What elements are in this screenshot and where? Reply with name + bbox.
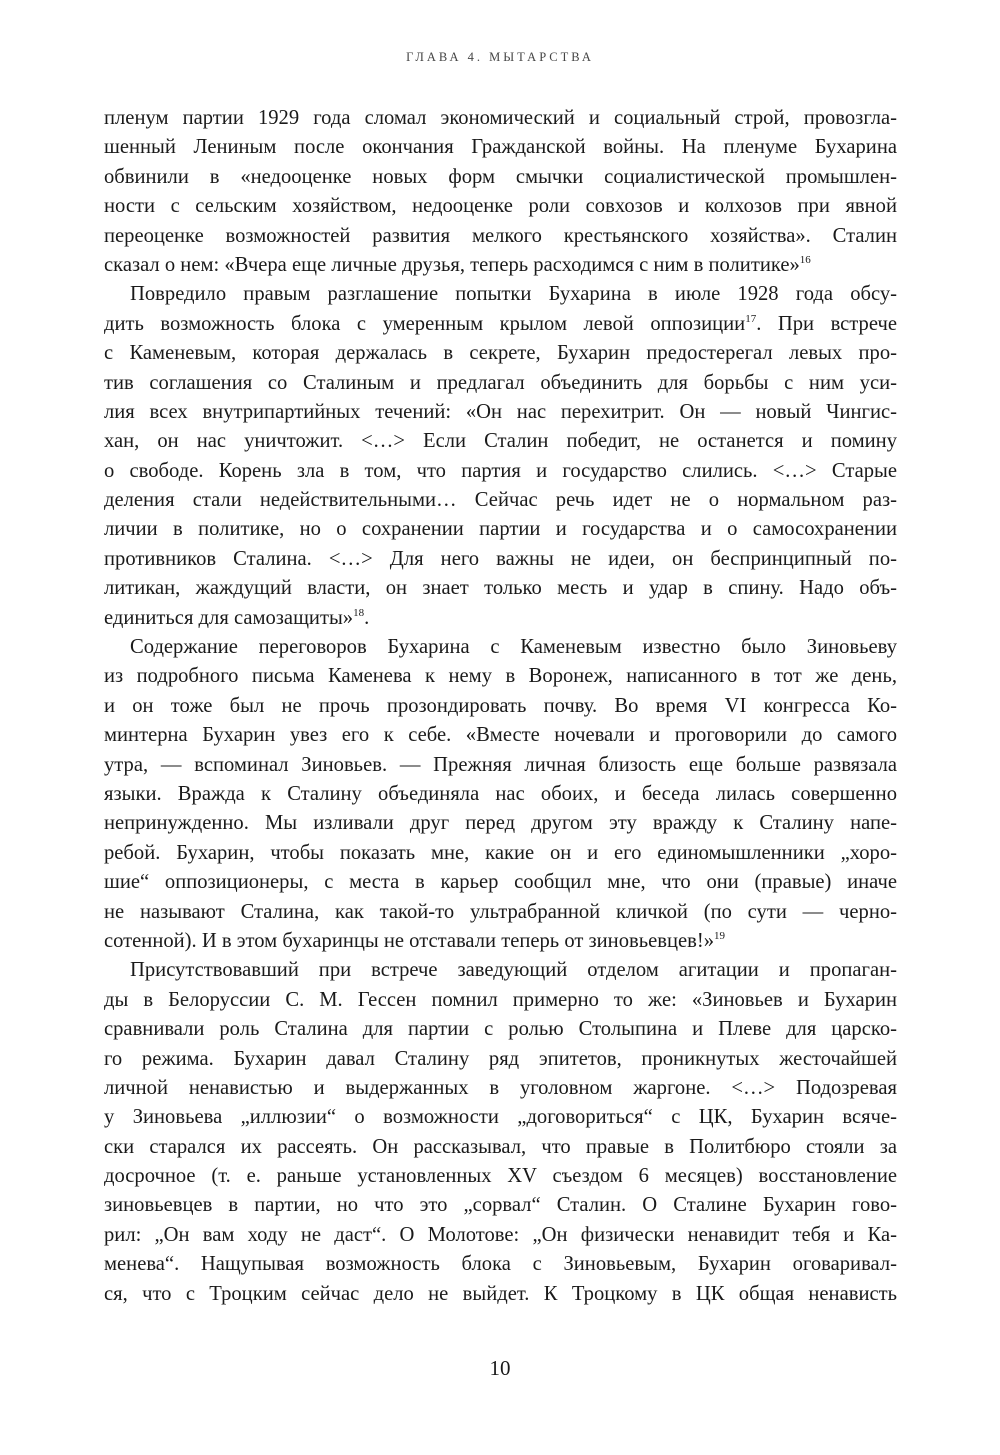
text-line [104, 222, 897, 251]
line-text: Содержание переговоров Бухарина с Каменевым известно было Зиновьеву [130, 636, 897, 659]
line-text: досрочное (т. е. раньше установленных XV съездом 6 месяцев) восстановление [104, 1165, 897, 1188]
text-line [104, 1103, 897, 1132]
line-text: личии в политике, но о сохранении партии и государства и о самосохранении [104, 518, 897, 541]
line-text: хан, он нас уничтожит. <…> Если Сталин победит, не останется и помину [104, 430, 897, 453]
line-text: литикан, жаждущий власти, он знает только месть и удар в спину. Надо объ- [104, 577, 897, 600]
text-line [104, 868, 897, 897]
text-line [104, 1133, 897, 1162]
text-line [104, 956, 897, 985]
text-line [104, 986, 897, 1015]
text-line [104, 604, 897, 633]
line-text: из подробного письма Каменева к нему в Воронеж, написанного в тот же день, [104, 665, 897, 688]
line-text: дить возможность блока с умеренным крылом левой оппозиции [104, 312, 746, 335]
line-text: Присутствовавший при встрече заведующий отделом агитации и пропаган- [130, 959, 897, 982]
text-line [104, 163, 897, 192]
line-text: противников Сталина. <…> Для него важны не идеи, он беспринципный по- [104, 547, 897, 570]
text-line [104, 486, 897, 515]
line-text: пленум партии 1929 года сломал экономический и социальный строй, провозгла- [104, 107, 897, 129]
text-line [104, 1015, 897, 1044]
line-text: утра, — вспоминал Зиновьев. — Прежняя личная близость еще больше развязала [104, 753, 897, 776]
running-head: ГЛАВА 4. МЫТАРСТВА [406, 50, 594, 64]
text-line [104, 898, 897, 927]
line-text: го режима. Бухарин давал Сталину ряд эпитетов, проникнутых жесточайшей [104, 1047, 897, 1070]
line-text-continuation: . При встрече [756, 312, 897, 335]
text-line [104, 251, 897, 280]
text-line [104, 545, 897, 574]
text-line [104, 339, 897, 368]
line-text: о свободе. Корень зла в том, что партия и государство слились. <…> Старые [104, 459, 897, 482]
text-line [104, 1280, 897, 1309]
text-line [104, 839, 897, 868]
text-line [104, 398, 897, 427]
line-text: минтерна Бухарин увез его к себе. «Вместе ночевали и проговорили до самого [104, 724, 897, 747]
line-text: тив соглашения со Сталиным и предлагал объединить для борьбы с ним уси- [104, 371, 897, 394]
line-text: рил: „Он вам ходу не даст“. О Молотове: „Он физически ненавидит тебя и Ка- [104, 1223, 897, 1246]
line-text: языки. Вражда к Сталину объединяла нас обоих, и беседа лилась совершенно [104, 782, 897, 805]
text-line [104, 927, 897, 956]
line-text: переоценке возможностей развития мелкого крестьянского хозяйства». Сталин [104, 224, 897, 247]
line-text: единиться для самозащиты» [104, 606, 354, 629]
line-text: ды в Белоруссии С. М. Гессен помнил примерно то же: «Зиновьев и Бухарин [104, 988, 897, 1011]
line-text: у Зиновьева „иллюзии“ о возможности „договориться“ с ЦК, Бухарин всяче- [104, 1106, 897, 1129]
line-text: личной ненавистью и выдержанных в уголовном жаргоне. <…> Подозревая [104, 1076, 897, 1099]
page-number: 10 [489, 1356, 511, 1380]
line-text: ски старался их рассеять. Он рассказывал, что правые в Политбюро стояли за [104, 1135, 897, 1158]
text-line [104, 192, 897, 221]
line-text: и он тоже был не прочь прозондировать почву. Во время VI конгресса Ко- [104, 694, 897, 717]
text-line [104, 133, 897, 162]
text-line [104, 809, 897, 838]
text-line [104, 1191, 897, 1220]
footnote-ref[interactable]: 19 [714, 929, 726, 942]
text-line [104, 310, 897, 339]
text-line [104, 574, 897, 603]
line-text: Повредило правым разглашение попытки Бухарина в июле 1928 года обсу- [130, 283, 897, 306]
footnote-ref[interactable]: 18 [353, 606, 365, 619]
line-text: ся, что с Троцким сейчас дело не выйдет. К Троцкому в ЦК общая ненависть [104, 1282, 897, 1305]
text-line [104, 1221, 897, 1250]
text-line [104, 692, 897, 721]
line-text: обвинили в «недооценке новых форм смычки социалистической промышлен- [104, 165, 897, 188]
text-line [104, 515, 897, 544]
text-line [104, 1074, 897, 1103]
text-line [104, 457, 897, 486]
text-line [104, 751, 897, 780]
text-line [104, 1250, 897, 1279]
text-line [104, 369, 897, 398]
line-text: ребой. Бухарин, чтобы показать мне, какие он и его единомышленники „хоро- [104, 841, 897, 864]
line-text: деления стали недействительными… Сейчас речь идет не о нормальном раз- [104, 489, 897, 512]
text-line [104, 780, 897, 809]
text-line [104, 633, 897, 662]
line-text: сотенной). И в этом бухаринцы не отставали теперь от зиновьевцев!» [104, 929, 715, 952]
line-text: непринужденно. Мы изливали друг перед другом эту вражду к Сталину напе- [104, 812, 897, 835]
line-text: ности с сельским хозяйством, недооценке роли совхозов и колхозов при явной [104, 195, 897, 218]
line-text: шие“ оппозиционеры, с места в карьер сообщил мне, что они (правые) иначе [104, 871, 897, 894]
footnote-ref[interactable]: 16 [799, 253, 811, 266]
text-line [104, 721, 897, 750]
text-line [104, 1162, 897, 1191]
line-text: не называют Сталина, как такой-то ультрабранной кличкой (по сути — черно- [104, 900, 897, 923]
body-text [104, 104, 897, 1309]
line-text: шенный Лениным после окончания Гражданской войны. На пленуме Бухарина [104, 136, 897, 159]
line-text: сказал о нем: «Вчера еще личные друзья, теперь расходимся с ним в политике» [104, 253, 800, 276]
text-line [104, 104, 897, 133]
line-text: лия всех внутрипартийных течений: «Он нас перехитрит. Он — новый Чингис- [104, 400, 897, 423]
line-text-continuation: . [364, 606, 370, 629]
text-line [104, 280, 897, 309]
text-line [104, 662, 897, 691]
text-line [104, 1045, 897, 1074]
text-line [104, 427, 897, 456]
line-text: сравнивали роль Сталина для партии с ролью Столыпина и Плеве для царско- [104, 1018, 897, 1041]
footnote-ref[interactable]: 17 [745, 312, 757, 325]
line-text: с Каменевым, которая держалась в секрете, Бухарин предостерегал левых про- [104, 342, 897, 365]
line-text: менева“. Нащупывая возможность блока с Зиновьевым, Бухарин оговаривал- [104, 1253, 897, 1276]
line-text: зиновьевцев в партии, но что это „сорвал“ Сталин. О Сталине Бухарин гово- [104, 1194, 897, 1217]
